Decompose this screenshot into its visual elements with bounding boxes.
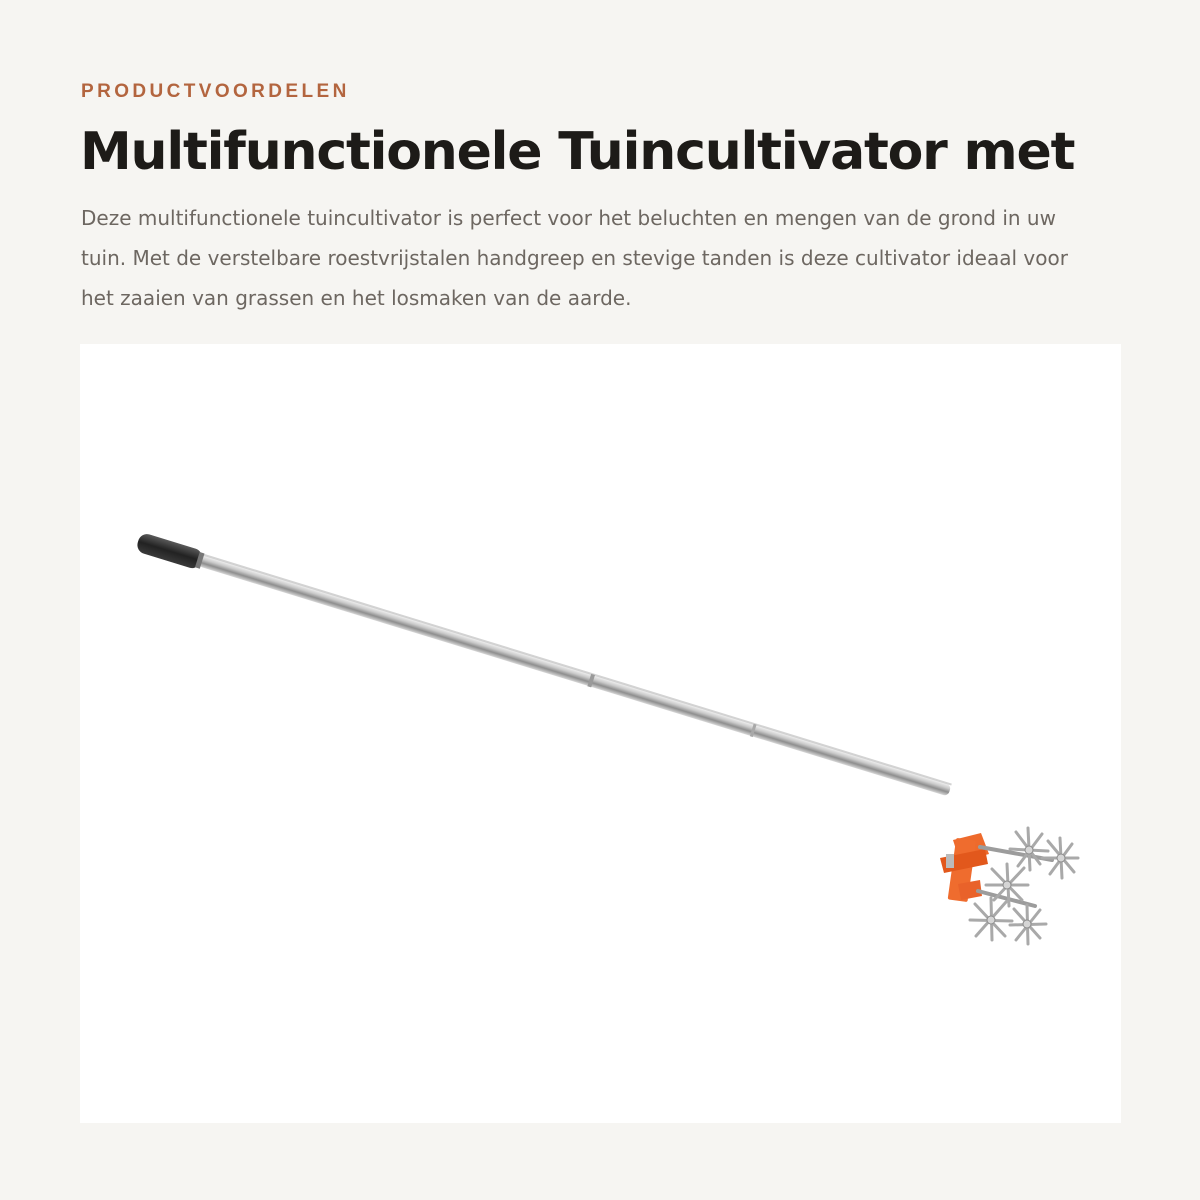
cultivator-handle bbox=[135, 532, 952, 800]
section-eyebrow: PRODUCTVOORDELEN bbox=[81, 81, 350, 102]
garden-cultivator-icon bbox=[80, 344, 1121, 1123]
section-description: Deze multifunctionele tuincultivator is perfect voor het beluchten en mengen van de grond in uw tuin. Met de verstelbare roestvrijstalen handgreep en stevige tanden is deze cultivator ideaal voor het zaaien van grassen en het losmaken van de aarde. bbox=[81, 206, 1068, 310]
product-image-card bbox=[80, 344, 1121, 1123]
section-title: Multifunctionele Tuincultivator met bbox=[80, 122, 1075, 182]
